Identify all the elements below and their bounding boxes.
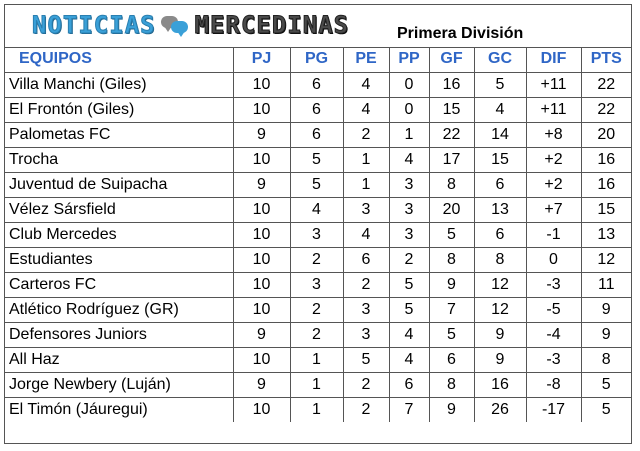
- stat-cell-gc: 9: [474, 347, 526, 372]
- team-name-cell: El Timón (Jáuregui): [5, 397, 233, 422]
- stat-cell-pe: 3: [343, 322, 389, 347]
- table-row: [5, 247, 631, 272]
- stat-cell-pts: 5: [581, 397, 631, 422]
- stat-cell-pp: 6: [389, 372, 429, 397]
- stat-cell-gc: 6: [474, 172, 526, 197]
- team-name-cell: Vélez Sársfield: [5, 197, 233, 222]
- stat-cell-pts: 20: [581, 122, 631, 147]
- stat-cell-gc: 5: [474, 72, 526, 97]
- stat-cell-gc: 14: [474, 122, 526, 147]
- stat-cell-pj: 10: [233, 272, 290, 297]
- team-name-cell: All Haz: [5, 347, 233, 372]
- stat-cell-pe: 6: [343, 247, 389, 272]
- stat-cell-pj: 10: [233, 297, 290, 322]
- stat-cell-pg: 3: [290, 272, 343, 297]
- stat-cell-pp: 5: [389, 297, 429, 322]
- stat-cell-pg: 6: [290, 72, 343, 97]
- stat-cell-dif: -3: [526, 272, 581, 297]
- stat-cell-pg: 1: [290, 372, 343, 397]
- stat-cell-gc: 13: [474, 197, 526, 222]
- stat-cell-pts: 9: [581, 322, 631, 347]
- table-row: [5, 222, 631, 247]
- stat-cell-pj: 10: [233, 247, 290, 272]
- standings-card: [4, 4, 632, 444]
- column-header-gf: GF: [429, 47, 474, 72]
- stat-cell-gc: 15: [474, 147, 526, 172]
- stat-cell-pe: 3: [343, 297, 389, 322]
- stat-cell-pts: 22: [581, 97, 631, 122]
- speech-bubbles-icon: [161, 15, 189, 35]
- stat-cell-pg: 6: [290, 97, 343, 122]
- stat-cell-dif: +8: [526, 122, 581, 147]
- stat-cell-gc: 4: [474, 97, 526, 122]
- table-row: [5, 172, 631, 197]
- stat-cell-pj: 9: [233, 122, 290, 147]
- stat-cell-gf: 15: [429, 97, 474, 122]
- stat-cell-pe: 4: [343, 222, 389, 247]
- column-header-dif: DIF: [526, 47, 581, 72]
- stat-cell-pj: 10: [233, 147, 290, 172]
- stat-cell-pp: 4: [389, 347, 429, 372]
- stat-cell-dif: -1: [526, 222, 581, 247]
- team-name-cell: Jorge Newbery (Luján): [5, 372, 233, 397]
- stat-cell-dif: +11: [526, 72, 581, 97]
- stat-cell-gf: 5: [429, 222, 474, 247]
- stat-cell-pj: 10: [233, 347, 290, 372]
- stat-cell-pp: 7: [389, 397, 429, 422]
- table-header-row: [5, 47, 631, 72]
- stat-cell-pts: 22: [581, 72, 631, 97]
- stat-cell-pp: 0: [389, 97, 429, 122]
- team-name-cell: Palometas FC: [5, 122, 233, 147]
- stat-cell-pe: 3: [343, 197, 389, 222]
- stat-cell-dif: -5: [526, 297, 581, 322]
- standings-table: [5, 47, 631, 422]
- stat-cell-pj: 9: [233, 372, 290, 397]
- stat-cell-pe: 2: [343, 122, 389, 147]
- stat-cell-pp: 4: [389, 322, 429, 347]
- stat-cell-gc: 16: [474, 372, 526, 397]
- stat-cell-pp: 5: [389, 272, 429, 297]
- stat-cell-gf: 16: [429, 72, 474, 97]
- stat-cell-pp: 3: [389, 197, 429, 222]
- stat-cell-pg: 5: [290, 147, 343, 172]
- table-row: [5, 347, 631, 372]
- stat-cell-pts: 16: [581, 147, 631, 172]
- stat-cell-pp: 2: [389, 247, 429, 272]
- team-name-cell: Carteros FC: [5, 272, 233, 297]
- stat-cell-pj: 10: [233, 197, 290, 222]
- stat-cell-pts: 12: [581, 247, 631, 272]
- column-header-pe: PE: [343, 47, 389, 72]
- stat-cell-gf: 8: [429, 247, 474, 272]
- stat-cell-gc: 12: [474, 272, 526, 297]
- column-header-pts: PTS: [581, 47, 631, 72]
- stat-cell-pe: 5: [343, 347, 389, 372]
- logo: [32, 9, 349, 41]
- team-name-cell: Trocha: [5, 147, 233, 172]
- stat-cell-pp: 1: [389, 122, 429, 147]
- stat-cell-gf: 8: [429, 372, 474, 397]
- stat-cell-dif: +2: [526, 147, 581, 172]
- logo-word-noticias: NOTICIAS: [32, 11, 156, 39]
- stat-cell-dif: 0: [526, 247, 581, 272]
- stat-cell-pg: 2: [290, 322, 343, 347]
- column-header-equipos: EQUIPOS: [5, 47, 233, 72]
- stat-cell-pg: 2: [290, 297, 343, 322]
- stat-cell-dif: +2: [526, 172, 581, 197]
- team-name-cell: Juventud de Suipacha: [5, 172, 233, 197]
- stat-cell-dif: -17: [526, 397, 581, 422]
- stat-cell-gc: 12: [474, 297, 526, 322]
- stat-cell-pp: 3: [389, 222, 429, 247]
- table-row: [5, 72, 631, 97]
- stat-cell-pts: 15: [581, 197, 631, 222]
- stat-cell-pj: 9: [233, 322, 290, 347]
- stat-cell-pj: 10: [233, 97, 290, 122]
- stat-cell-pts: 5: [581, 372, 631, 397]
- table-row: [5, 197, 631, 222]
- column-header-pg: PG: [290, 47, 343, 72]
- column-header-pj: PJ: [233, 47, 290, 72]
- stat-cell-gf: 8: [429, 172, 474, 197]
- table-row: [5, 322, 631, 347]
- stat-cell-pe: 4: [343, 97, 389, 122]
- stat-cell-pe: 4: [343, 72, 389, 97]
- stat-cell-gf: 5: [429, 322, 474, 347]
- table-row: [5, 297, 631, 322]
- division-title: Primera División: [397, 25, 524, 42]
- stat-cell-gc: 9: [474, 322, 526, 347]
- team-name-cell: Atlético Rodríguez (GR): [5, 297, 233, 322]
- stat-cell-gf: 22: [429, 122, 474, 147]
- stat-cell-dif: +11: [526, 97, 581, 122]
- logo-word-mercedinas: MERCEDINAS: [194, 11, 350, 39]
- stat-cell-pj: 10: [233, 222, 290, 247]
- table-row: [5, 97, 631, 122]
- stat-cell-pts: 13: [581, 222, 631, 247]
- stat-cell-dif: -3: [526, 347, 581, 372]
- stat-cell-gc: 6: [474, 222, 526, 247]
- stat-cell-pg: 6: [290, 122, 343, 147]
- stat-cell-gf: 17: [429, 147, 474, 172]
- stat-cell-dif: -4: [526, 322, 581, 347]
- team-name-cell: Estudiantes: [5, 247, 233, 272]
- team-name-cell: Club Mercedes: [5, 222, 233, 247]
- stat-cell-gf: 6: [429, 347, 474, 372]
- stat-cell-gc: 26: [474, 397, 526, 422]
- table-row: [5, 372, 631, 397]
- stat-cell-gf: 20: [429, 197, 474, 222]
- team-name-cell: Defensores Juniors: [5, 322, 233, 347]
- stat-cell-gf: 9: [429, 397, 474, 422]
- stat-cell-pp: 0: [389, 72, 429, 97]
- stat-cell-pe: 2: [343, 372, 389, 397]
- stat-cell-pe: 1: [343, 147, 389, 172]
- stat-cell-gc: 8: [474, 247, 526, 272]
- stat-cell-pg: 5: [290, 172, 343, 197]
- stat-cell-pj: 10: [233, 397, 290, 422]
- stat-cell-pp: 3: [389, 172, 429, 197]
- stat-cell-pe: 1: [343, 172, 389, 197]
- stat-cell-pg: 3: [290, 222, 343, 247]
- stat-cell-pj: 10: [233, 72, 290, 97]
- stat-cell-pts: 9: [581, 297, 631, 322]
- stat-cell-pg: 4: [290, 197, 343, 222]
- stat-cell-gf: 9: [429, 272, 474, 297]
- table-row: [5, 272, 631, 297]
- stat-cell-pg: 2: [290, 247, 343, 272]
- stat-cell-pp: 4: [389, 147, 429, 172]
- header: [5, 5, 631, 48]
- stat-cell-pg: 1: [290, 347, 343, 372]
- table-row: [5, 147, 631, 172]
- column-header-pp: PP: [389, 47, 429, 72]
- stat-cell-pts: 11: [581, 272, 631, 297]
- stat-cell-dif: +7: [526, 197, 581, 222]
- table-row: [5, 397, 631, 422]
- team-name-cell: Villa Manchi (Giles): [5, 72, 233, 97]
- table-row: [5, 122, 631, 147]
- stat-cell-pe: 2: [343, 272, 389, 297]
- stat-cell-gf: 7: [429, 297, 474, 322]
- stat-cell-pts: 16: [581, 172, 631, 197]
- stat-cell-pj: 9: [233, 172, 290, 197]
- stat-cell-pg: 1: [290, 397, 343, 422]
- stat-cell-pts: 8: [581, 347, 631, 372]
- stat-cell-dif: -8: [526, 372, 581, 397]
- team-name-cell: El Frontón (Giles): [5, 97, 233, 122]
- stat-cell-pe: 2: [343, 397, 389, 422]
- column-header-gc: GC: [474, 47, 526, 72]
